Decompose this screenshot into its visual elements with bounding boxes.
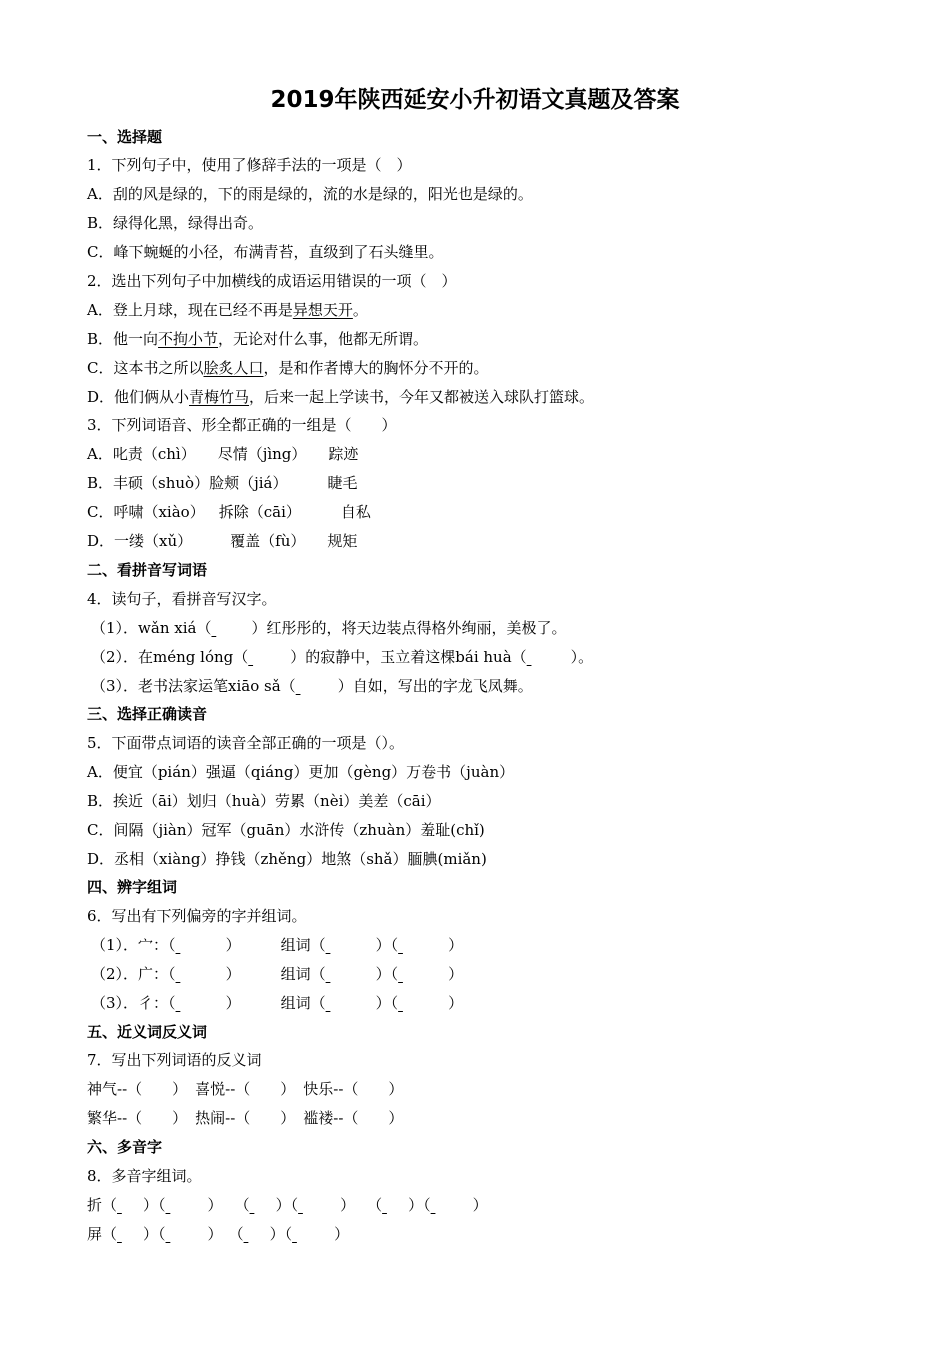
word-item: 尽情（jìng）: [217, 445, 307, 463]
question-4-stem: 4．读句子，看拼音写汉字。: [87, 590, 277, 608]
option-text: ，是和作者博大的胸怀分不开的。: [263, 359, 489, 377]
option-text: D．他们俩从小: [87, 388, 190, 406]
question-5-option-a: A．便宜（pián）强逼（qiáng）更加（gèng）万卷书（juàn）: [87, 763, 515, 781]
option-text: 。: [352, 301, 368, 319]
answer-blank[interactable]: [176, 932, 226, 958]
item-text: （3）．老书法家运笔xiāo sǎ（: [91, 677, 296, 695]
question-8-row-1: 折（ ）（ ） （ ）（ ） （ ）（ ）: [87, 1192, 488, 1218]
section-heading: 一、选择题: [87, 128, 163, 146]
question-2-option-b: [87, 326, 428, 352]
question-3-option-c: [87, 499, 371, 525]
underlined-idiom: 青梅竹马: [189, 388, 250, 406]
answer-blank[interactable]: [326, 932, 376, 958]
question-3-stem: 3．下列词语音、形全都正确的一组是（ ）: [87, 416, 397, 434]
word-item: 自私: [340, 503, 371, 521]
question-4-item-1: [91, 615, 566, 641]
answer-blank[interactable]: [398, 961, 448, 987]
radical-label: （3）．彳：: [91, 994, 169, 1012]
question-7-row-1: [87, 1076, 403, 1102]
question-5-option-c: C．间隔（jiàn）冠军（guān）水浒传（zhuàn）羞耻(chǐ): [87, 821, 485, 839]
question-6-row-1: （1）．宀：（ ） 组词（ ）（ ）: [91, 932, 463, 958]
word-item: 睫毛: [327, 474, 358, 492]
section-heading: 五、近义词反义词: [87, 1023, 208, 1041]
question-1-option-b: B．绿得化黑，绿得出奇。: [87, 214, 264, 232]
question-7-row-2: [87, 1105, 403, 1131]
item-text: （1）．wǎn xiá（: [91, 619, 212, 637]
question-6-stem: 6．写出有下列偏旁的字并组词。: [87, 907, 307, 925]
question-7-stem: 7．写出下列词语的反义词: [87, 1051, 262, 1069]
question-1-option-c: C．峰下蜿蜒的小径，布满青苔，直级到了石头缝里。: [87, 243, 444, 261]
question-5-option-b: B．挨近（āi）划归（huà）劳累（nèi）美差（cāi）: [87, 792, 441, 810]
option-text: C．这本书之所以: [87, 359, 204, 377]
polyphone-char: 屏: [87, 1225, 103, 1243]
question-3-option-a: [87, 441, 358, 467]
item-text: （2）．在méng lóng（: [91, 648, 249, 666]
answer-blank[interactable]: [398, 932, 448, 958]
antonym-item: 褴褛--（ ）: [303, 1109, 404, 1127]
section-heading: 六、多音字: [87, 1138, 163, 1156]
question-1-stem: 1．下列句子中，使用了修辞手法的一项是（ ）: [87, 156, 412, 174]
underlined-idiom: 异想天开: [292, 301, 353, 319]
question-2-option-c: [87, 355, 489, 381]
answer-blank[interactable]: [292, 1221, 334, 1247]
answer-blank[interactable]: [431, 1192, 473, 1218]
document-title: 2019年陕西延安小升初语文真题及答案: [270, 87, 680, 113]
section-heading: 二、看拼音写词语: [87, 561, 208, 579]
word-item: 踪迹: [328, 445, 359, 463]
item-text: ）红彤彤的，将天边装点得格外绚丽，美极了。: [251, 619, 567, 637]
answer-blank[interactable]: [166, 1221, 208, 1247]
answer-blank[interactable]: [398, 990, 448, 1016]
group-label: 组词: [280, 965, 311, 983]
answer-blank[interactable]: [248, 644, 290, 670]
radical-label: （1）．宀：: [91, 936, 169, 954]
question-8-row-2: 屏（ ）（ ） （ ）（ ）: [87, 1221, 349, 1247]
answer-blank[interactable]: [298, 1192, 340, 1218]
answer-blank[interactable]: [176, 990, 226, 1016]
answer-blank[interactable]: [244, 1221, 270, 1247]
option-text: ，无论对什么事，他都无所谓。: [218, 330, 429, 348]
question-1-option-a: A．刮的风是绿的，下的雨是绿的，流的水是绿的，阳光也是绿的。: [87, 185, 533, 203]
answer-blank[interactable]: [211, 615, 251, 641]
answer-blank[interactable]: [117, 1192, 143, 1218]
radical-label: （2）．广：: [91, 965, 169, 983]
section-heading: 三、选择正确读音: [87, 705, 208, 723]
answer-blank[interactable]: [166, 1192, 208, 1218]
option-text: A．登上月球，现在已经不再是: [87, 301, 293, 319]
option-text: B．他一向: [87, 330, 159, 348]
answer-blank[interactable]: [382, 1192, 408, 1218]
group-label: 组词: [280, 994, 311, 1012]
question-6-row-3: （3）．彳：（ ） 组词（ ）（ ）: [91, 990, 463, 1016]
question-4-item-2: [91, 644, 593, 670]
question-4-item-3: [91, 673, 533, 699]
question-2-option-d: [87, 384, 594, 410]
question-2-stem: 2．选出下列句子中加横线的成语运用错误的一项（ ）: [87, 272, 457, 290]
word-item: 覆盖（fù）: [230, 532, 306, 550]
group-label: 组词: [280, 936, 311, 954]
item-text: ）自如，写出的字龙飞凤舞。: [337, 677, 533, 695]
question-3-option-b: [87, 470, 357, 496]
answer-blank[interactable]: [326, 961, 376, 987]
antonym-item: 快乐--（ ）: [303, 1080, 404, 1098]
word-item: D．一缕（xǔ）: [87, 532, 193, 550]
question-3-option-d: [87, 528, 357, 554]
question-2-option-a: [87, 297, 368, 323]
question-8-stem: 8．多音字组词。: [87, 1167, 202, 1185]
answer-blank[interactable]: [176, 961, 226, 987]
answer-blank[interactable]: [296, 673, 338, 699]
antonym-item: 神气--（ ）: [87, 1080, 188, 1098]
question-5-option-d: D．丞相（xiàng）挣钱（zhěng）地煞（shǎ）腼腆(miǎn): [87, 850, 487, 868]
question-5-stem: 5．下面带点词语的读音全部正确的一项是（）。: [87, 734, 405, 752]
answer-blank[interactable]: [250, 1192, 276, 1218]
antonym-item: 喜悦--（ ）: [195, 1080, 296, 1098]
answer-blank[interactable]: [326, 990, 376, 1016]
word-item: B．丰硕（shuò）脸颊（jiá）: [87, 474, 288, 492]
antonym-item: 热闹--（ ）: [195, 1109, 296, 1127]
item-text: ）的寂静中，玉立着这棵bái huà（: [290, 648, 527, 666]
option-text: ，后来一起上学读书，今年又都被送入球队打篮球。: [249, 388, 595, 406]
question-6-row-2: （2）．广：（ ） 组词（ ）（ ）: [91, 961, 463, 987]
polyphone-char: 折: [87, 1196, 103, 1214]
underlined-idiom: 脍炙人口: [203, 359, 264, 377]
word-item: C．呼啸（xiào）: [87, 503, 205, 521]
item-text: ）。: [570, 648, 594, 666]
word-item: 规矩: [327, 532, 358, 550]
section-heading: 四、辨字组词: [87, 878, 178, 896]
word-item: 拆除（cāi）: [218, 503, 301, 521]
answer-blank[interactable]: [117, 1221, 143, 1247]
word-item: A．叱责（chì）: [87, 445, 196, 463]
answer-blank[interactable]: [527, 644, 571, 670]
underlined-idiom: 不拘小节: [158, 330, 219, 348]
antonym-item: 繁华--（ ）: [87, 1109, 188, 1127]
